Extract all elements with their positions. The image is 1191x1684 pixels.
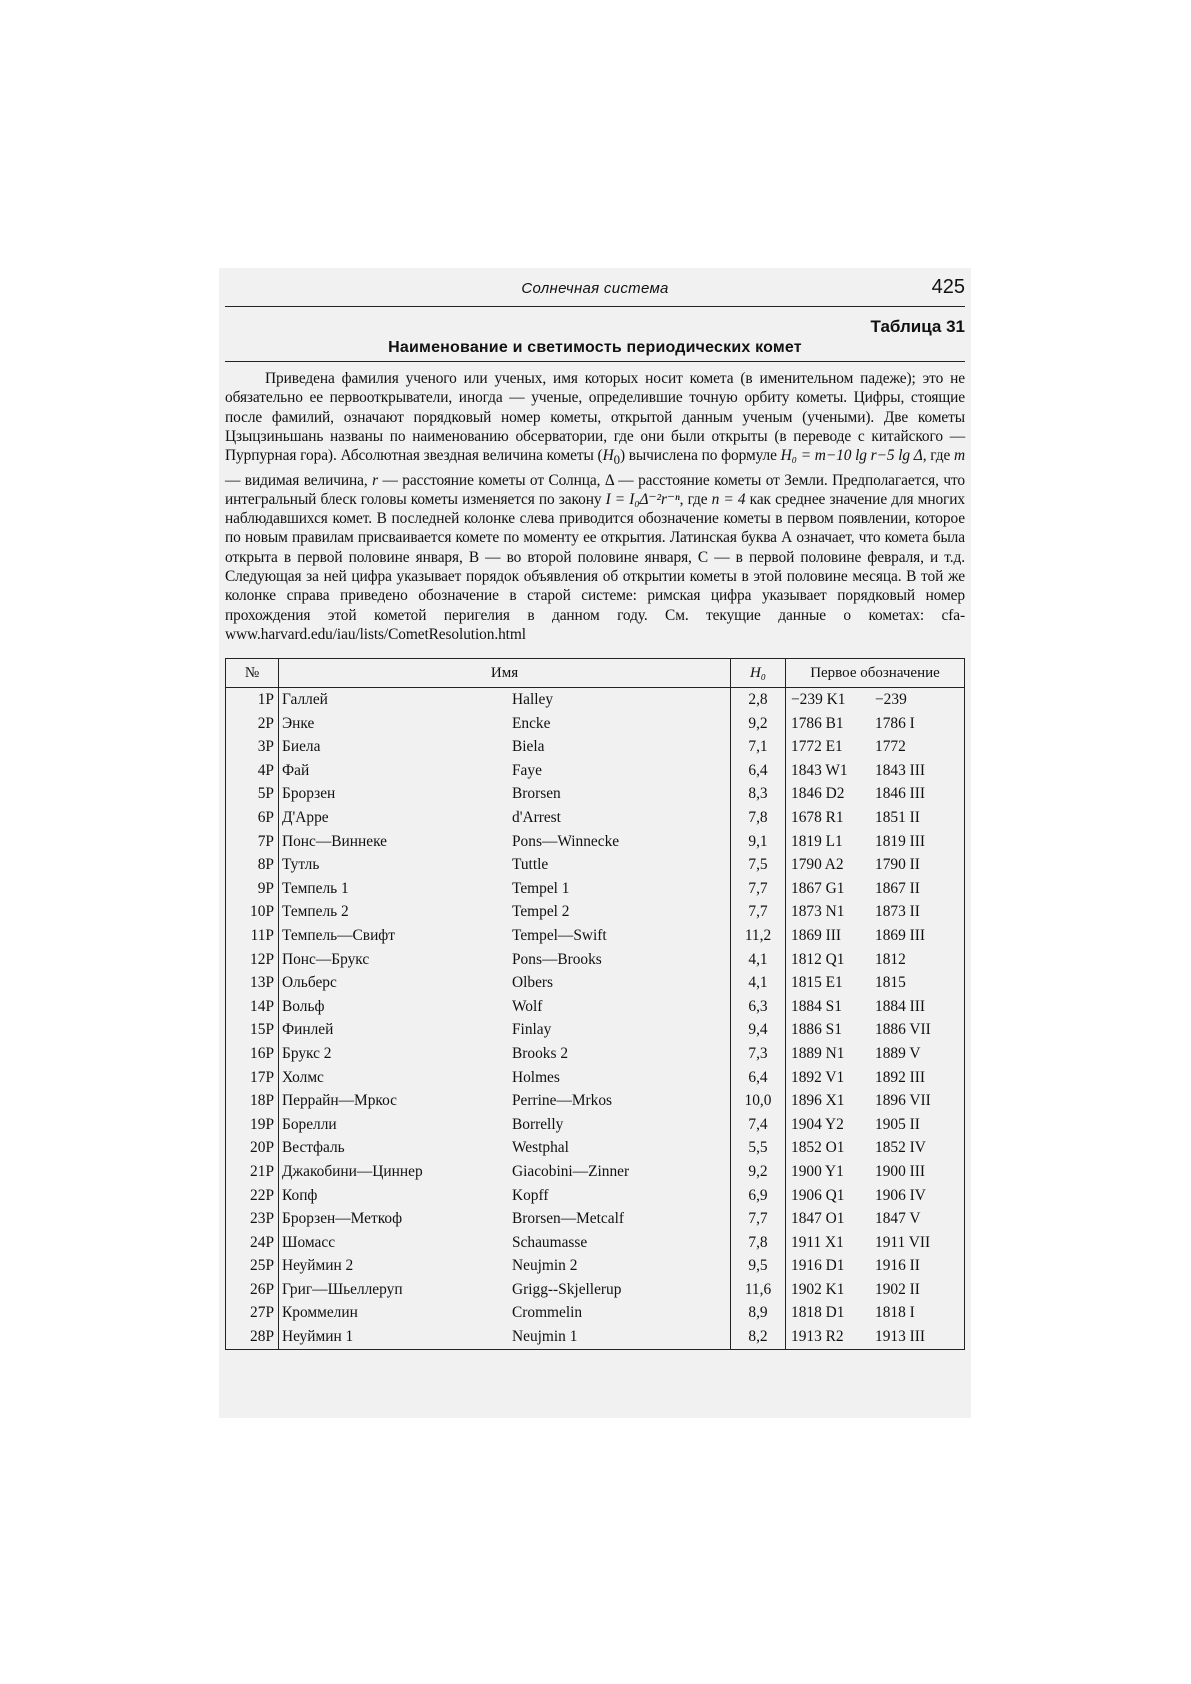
cell-name-latin: Tempel 2 [512, 903, 570, 921]
cell-designation-old: 1851 II [875, 806, 965, 830]
cell-designation-new: 1902 K1 [791, 1280, 845, 1298]
cell-num: 14P [226, 995, 279, 1019]
table-row [226, 1231, 965, 1255]
table-row [226, 1278, 965, 1302]
cell-designation-old: 1786 I [875, 712, 965, 736]
cell-name-ru: Темпель—Свифт [282, 926, 396, 944]
cell-num: 8P [226, 853, 279, 877]
cell-h0: 9,2 [731, 712, 786, 736]
cell-num: 23P [226, 1207, 279, 1231]
cell-name-ru: Брукс 2 [282, 1044, 332, 1062]
cell-name-ru: Фай [282, 761, 310, 779]
cell-name-latin: Neujmin 1 [512, 1325, 731, 1349]
cell-name-latin: Neujmin 2 [512, 1257, 578, 1275]
table-row [226, 1137, 965, 1161]
cell-num: 26P [226, 1278, 279, 1302]
header-name: Имя [279, 659, 731, 688]
cell-designation-new: 1911 X1 [791, 1233, 844, 1251]
table-row [226, 1089, 965, 1113]
cell-designation-new: 1786 B1 [791, 714, 844, 732]
cell-name-ru: Джакобини—Циннер [282, 1162, 423, 1180]
table-row [226, 1302, 965, 1326]
cell-name-ru: Борелли [282, 1115, 337, 1133]
cell-designation-old: 1852 IV [875, 1137, 965, 1161]
cell-designation-old: 1902 II [875, 1278, 965, 1302]
cell-h0: 11,6 [731, 1278, 786, 1302]
cell-h0: 6,4 [731, 1066, 786, 1090]
cell-name-ru: Кроммелин [282, 1304, 358, 1322]
cell-num: 12P [226, 948, 279, 972]
cell-name-latin: Crommelin [512, 1304, 583, 1322]
cell-designation-old: 1884 III [875, 995, 965, 1019]
cell-designation-old: 1790 II [875, 853, 965, 877]
table-row [226, 877, 965, 901]
cell-designation-new: 1904 Y2 [791, 1115, 844, 1133]
cell-name-ru: Неуймин 2 [282, 1257, 354, 1275]
cell-designation-old: 1906 IV [875, 1184, 965, 1208]
cell-name-latin: Brorsen—Metcalf [512, 1210, 624, 1228]
cell-designation-old: 1846 III [875, 783, 965, 807]
cell-designation-new: −239 K1 [791, 691, 846, 709]
cell-designation-new: 1772 E1 [791, 738, 843, 756]
cell-h0: 6,9 [731, 1184, 786, 1208]
table-row [226, 712, 965, 736]
cell-h0: 7,4 [731, 1113, 786, 1137]
cell-designation-new: 1886 S1 [791, 1021, 842, 1039]
table-header-row [226, 659, 965, 688]
table-row [226, 1019, 965, 1043]
cell-name-latin: Brorsen [512, 785, 561, 803]
cell-designation-new: 1867 G1 [791, 879, 845, 897]
cell-designation-new: 1892 V1 [791, 1068, 845, 1086]
cell-h0: 9,5 [731, 1254, 786, 1278]
cell-designation-new: 1916 D1 [791, 1257, 845, 1275]
cell-h0: 7,1 [731, 735, 786, 759]
cell-num: 3P [226, 735, 279, 759]
cell-num: 24P [226, 1231, 279, 1255]
cell-name-latin: Pons—Brooks [512, 950, 602, 968]
table-row [226, 924, 965, 948]
cell-name-ru: Неуймин 1 [279, 1325, 513, 1349]
cell-designation-old: 1886 VII [875, 1019, 965, 1043]
cell-designation-old: 1900 III [875, 1160, 965, 1184]
cell-name-latin: Olbers [512, 974, 554, 992]
cell-h0: 7,8 [731, 1231, 786, 1255]
cell-h0: 9,4 [731, 1019, 786, 1043]
cell-name-ru: Финлей [282, 1021, 334, 1039]
cell-name-latin: Schaumasse [512, 1233, 588, 1251]
table-row [226, 1160, 965, 1184]
cell-name-ru: Перрайн—Мркос [282, 1092, 398, 1110]
intro-paragraph: Приведена фамилия ученого или ученых, имя которых носит комета (в именительном падеже); это не обязательно ее первооткрыватели, иногда — ученые, определившие точную орбиту кометы. Цифры, стоящие после фамилий, означают порядковый номер кометы, открытой данным ученым (учеными). Две кометы Цзыцзиньшань названы по наименованию обсерватории, где они были открыты (в переводе с китайского — Пурпурная гора). Абсолютная звездная величина кометы $(H_0)$ вычислена по формуле H₀ = m−10 lg r−5 lg Δ, где m — видимая величина, r — расстояние кометы от Солнца, Δ — расстояние кометы от Земли. Предполагается, что интегральный блеск головы кометы изменяется по закону I = I₀Δ⁻²r⁻ⁿ, где n = 4 как среднее значение для многих наблюдавшихся комет. В последней колонке слева приводится обозначение кометы в первом появлении, которое по новым правилам присваивается комете по моменту ее открытия. Латинская буква А означает, что комета была открыта в первой половине января, В — во второй половине января, С — в первой половине февраля, и т.д. Следующая за ней цифра указывает порядок объявления об открытии кометы в этой половине месяца. В той же колонке справа приведено обозначение в старой системе: римская цифра указывает порядковый номер прохождения этой кометой перигелия в данном году. См. текущие данные о кометах: cfa-www.harvard.edu/iau/lists/CometResolution.html [225, 370, 965, 643]
table-row [226, 1207, 965, 1231]
cell-designation-new: 1869 III [791, 926, 842, 944]
cell-num: 11P [226, 924, 279, 948]
cell-designation-new: 1873 N1 [791, 903, 845, 921]
cell-designation-old: 1869 III [875, 924, 965, 948]
cell-name-ru: Копф [282, 1186, 318, 1204]
header-designation: Первое обозначение [786, 659, 965, 688]
cell-designation-old: 1812 [875, 948, 965, 972]
cell-h0: 8,9 [731, 1302, 786, 1326]
cell-h0: 7,5 [731, 853, 786, 877]
table-row [226, 1113, 965, 1137]
table-row [226, 1254, 965, 1278]
cell-name-latin: Wolf [512, 997, 543, 1015]
cell-name-latin: Halley [512, 691, 554, 709]
cell-name-latin: Brooks 2 [512, 1044, 569, 1062]
cell-designation-old: 1843 III [875, 759, 965, 783]
cell-designation-new: 1818 D1 [791, 1304, 845, 1322]
cell-h0: 8,2 [731, 1325, 786, 1349]
table-row [226, 806, 965, 830]
cell-name-ru: Брорзен—Меткоф [282, 1210, 403, 1228]
cell-designation-old: 1818 I [875, 1302, 965, 1326]
table-row [226, 1042, 965, 1066]
cell-designation-new: 1906 Q1 [791, 1186, 845, 1204]
cell-h0: 7,7 [731, 1207, 786, 1231]
cell-name-ru: Биела [282, 738, 321, 756]
table-row [226, 1325, 965, 1349]
cell-designation-new: 1846 D2 [791, 785, 845, 803]
cell-h0: 6,4 [731, 759, 786, 783]
cell-designation-old: 1889 V [875, 1042, 965, 1066]
cell-designation-new: 1896 X1 [791, 1092, 845, 1110]
cell-name-latin: Pons—Winnecke [512, 832, 620, 850]
cell-designation-old: 1819 III [875, 830, 965, 854]
cell-name-ru: Энке [282, 714, 315, 732]
cell-name-ru: Ольберс [282, 974, 337, 992]
cell-name-latin: Faye [512, 761, 542, 779]
cell-name-latin: Grigg--Skjellerup [512, 1280, 622, 1298]
cell-num: 1P [226, 688, 279, 712]
cell-designation-new: 1913 R2 [786, 1325, 876, 1349]
cell-designation-old: 1873 II [875, 901, 965, 925]
table-row [226, 735, 965, 759]
cell-num: 19P [226, 1113, 279, 1137]
cell-name-ru: Темпель 2 [282, 903, 349, 921]
cell-designation-old: 1916 II [875, 1254, 965, 1278]
running-title: Солнечная система [521, 280, 669, 297]
cell-name-latin: Westphal [512, 1139, 569, 1157]
cell-name-ru: Григ—Шьеллеруп [282, 1280, 403, 1298]
cell-name-latin: Tuttle [512, 856, 549, 874]
cell-num: 16P [226, 1042, 279, 1066]
table-row [226, 759, 965, 783]
cell-name-ru: Брорзен [282, 785, 336, 803]
cell-num: 2P [226, 712, 279, 736]
cell-name-latin: Holmes [512, 1068, 560, 1086]
cell-h0: 5,5 [731, 1137, 786, 1161]
cell-name-ru: Галлей [282, 691, 328, 709]
table-body [226, 688, 965, 1350]
formula-brightness: I = I₀Δ⁻²r⁻ⁿ [605, 490, 680, 508]
book-page [225, 276, 965, 1350]
cell-name-latin: Encke [512, 714, 551, 732]
cell-designation-old: 1911 VII [875, 1231, 965, 1255]
cell-name-ru: Вестфаль [282, 1139, 345, 1157]
cell-designation-new: 1815 E1 [791, 974, 843, 992]
running-head [225, 276, 965, 307]
cell-num: 18P [226, 1089, 279, 1113]
cell-name-latin: Kopff [512, 1186, 549, 1204]
table-row [226, 1066, 965, 1090]
cell-designation-old: 1896 VII [875, 1089, 965, 1113]
table-row [226, 1184, 965, 1208]
cell-designation-new: 1900 Y1 [791, 1162, 844, 1180]
cell-num: 27P [226, 1302, 279, 1326]
cell-name-latin: Tempel—Swift [512, 926, 607, 944]
cell-name-ru: Д'Арре [282, 809, 329, 826]
cell-h0: 11,2 [731, 924, 786, 948]
cell-name-ru: Понс—Брукс [282, 950, 370, 968]
cell-name-ru: Понс—Виннеке [282, 832, 387, 850]
cell-designation-old: 1867 II [875, 877, 965, 901]
cell-name-latin: Giacobini—Zinner [512, 1162, 630, 1180]
cell-designation-old: 1847 V [875, 1207, 965, 1231]
cell-name-ru: Тутль [282, 856, 320, 874]
cell-designation-old: 1913 III [875, 1325, 965, 1349]
cell-name-latin: Borrelly [512, 1115, 564, 1133]
cell-num: 10P [226, 901, 279, 925]
cell-num: 6P [226, 806, 279, 830]
cell-designation-new: 1843 W1 [791, 761, 848, 779]
table-row [226, 995, 965, 1019]
cell-designation-new: 1852 O1 [791, 1139, 845, 1157]
cell-name-ru: Шомасс [282, 1233, 336, 1251]
cell-name-latin: Biela [512, 738, 545, 756]
cell-num: 15P [226, 1019, 279, 1043]
cell-designation-old: 1905 II [875, 1113, 965, 1137]
comets-table [225, 658, 965, 1350]
cell-num: 9P [226, 877, 279, 901]
cell-designation-new: 1847 O1 [791, 1210, 845, 1228]
cell-h0: 7,8 [731, 806, 786, 830]
cell-h0: 9,1 [731, 830, 786, 854]
cell-h0: 4,1 [731, 971, 786, 995]
cell-designation-new: 1884 S1 [791, 997, 842, 1015]
cell-h0: 10,0 [731, 1089, 786, 1113]
cell-h0: 8,3 [731, 783, 786, 807]
cell-designation-old: −239 [875, 688, 965, 712]
cell-num: 7P [226, 830, 279, 854]
cell-h0: 7,7 [731, 877, 786, 901]
cell-num: 22P [226, 1184, 279, 1208]
cell-h0: 4,1 [731, 948, 786, 972]
cell-h0: 7,7 [731, 901, 786, 925]
cell-h0: 6,3 [731, 995, 786, 1019]
cell-num: 17P [226, 1066, 279, 1090]
cell-h0: 9,2 [731, 1160, 786, 1184]
table-label: Таблица 31 [870, 317, 965, 336]
cell-h0: 7,3 [731, 1042, 786, 1066]
table-row [226, 853, 965, 877]
cell-num: 25P [226, 1254, 279, 1278]
table-row [226, 971, 965, 995]
table-row [226, 901, 965, 925]
cell-designation-old: 1772 [875, 735, 965, 759]
table-title: Наименование и светимость периодических комет [225, 339, 965, 362]
cell-designation-old: 1892 III [875, 1066, 965, 1090]
table-row [226, 688, 965, 712]
cell-num: 20P [226, 1137, 279, 1161]
cell-name-latin: Tempel 1 [512, 879, 570, 897]
cell-name-ru: Темпель 1 [282, 879, 349, 897]
cell-name-latin: Perrine—Mrkos [512, 1092, 613, 1110]
cell-name-ru: Вольф [282, 997, 325, 1015]
header-num: № [226, 659, 279, 688]
cell-designation-new: 1819 L1 [791, 832, 843, 850]
cell-designation-new: 1678 R1 [791, 809, 844, 826]
cell-num: 21P [226, 1160, 279, 1184]
cell-num: 4P [226, 759, 279, 783]
table-row [226, 830, 965, 854]
header-h0: H₀ [731, 659, 786, 688]
cell-h0: 2,8 [731, 688, 786, 712]
table-row [226, 948, 965, 972]
cell-num: 28P [226, 1325, 279, 1349]
formula-h0: H₀ = m−10 lg r−5 lg Δ [780, 447, 923, 465]
cell-num: 13P [226, 971, 279, 995]
cell-designation-old: 1815 [875, 971, 965, 995]
cell-num: 5P [226, 783, 279, 807]
cell-name-latin: Finlay [512, 1021, 552, 1039]
cell-designation-new: 1812 Q1 [791, 950, 845, 968]
cell-name-ru: Холмс [282, 1068, 324, 1086]
table-row [226, 783, 965, 807]
page-number: 425 [931, 276, 965, 298]
cell-name-latin: d'Arrest [512, 809, 561, 826]
cell-designation-new: 1790 A2 [791, 856, 844, 874]
cell-designation-new: 1889 N1 [791, 1044, 845, 1062]
